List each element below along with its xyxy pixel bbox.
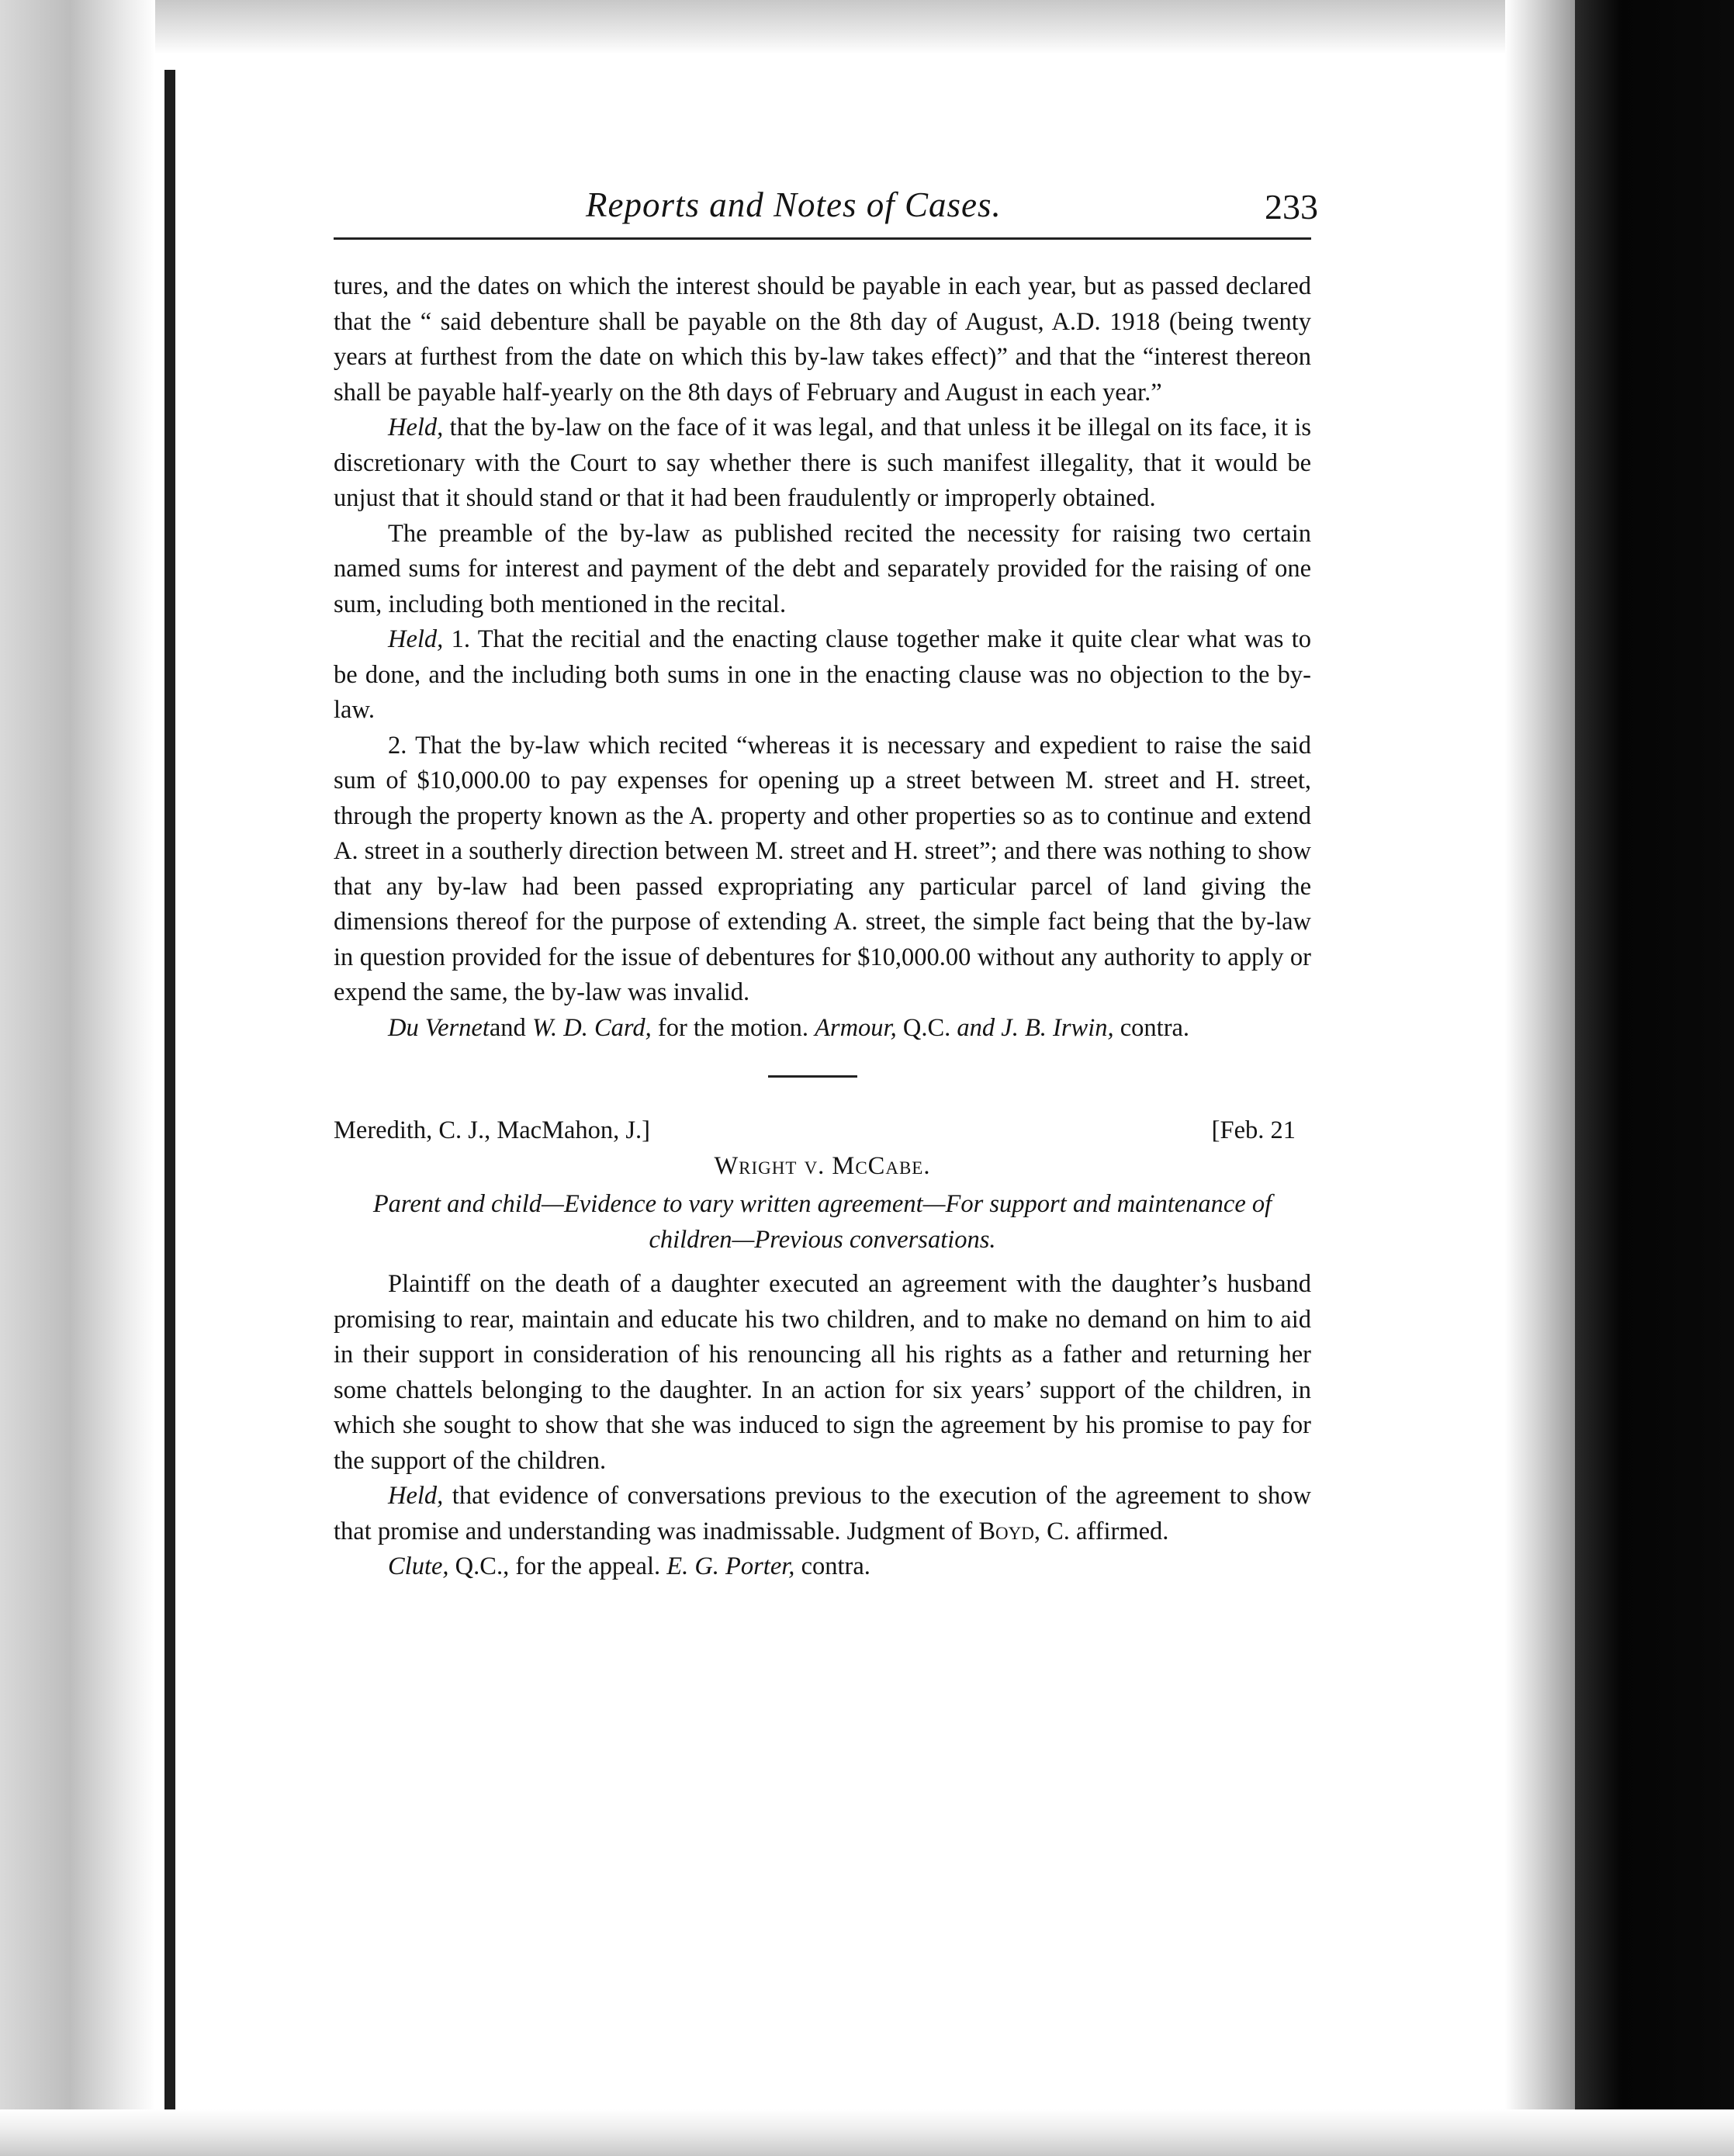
paragraph-held-2 <box>334 622 1311 728</box>
catchwords: Parent and child—Evidence to vary written agreement—For support and maintenance of children—Previous conversations. <box>372 1190 1272 1254</box>
running-head <box>334 178 1318 233</box>
paragraph-continuation: tures, and the dates on which the interest should be payable in each year, but as passed declared that the “ said debenture shall be payable on the 8th day of August, A.D. 1918 (being twenty years at furthest from the date on which this by-law takes effect)” and that the “interest thereon shall be payable half-yearly on the 8th days of February and August in each year.” <box>334 272 1311 407</box>
held-text: that evidence of conversations previous to the execution of the agreement to show that promise and understanding was inadmissable. Judgment of <box>334 1482 1311 1545</box>
held-text: 1. That the recitial and the enacting clause together make it quite clear what was to be done, and the including both sums in one in the enacting clause was no objection to the by-law. <box>334 625 1311 724</box>
held-text-end: , C. affirmed. <box>1033 1517 1169 1545</box>
counsel-text: contra. <box>1113 1013 1190 1042</box>
case-two <box>334 1113 1311 1585</box>
counsel-text: and <box>489 1013 532 1042</box>
counsel-line <box>334 1011 1311 1047</box>
counsel-name: Armour, <box>815 1013 897 1042</box>
counsel-name: and J. B. Irwin, <box>957 1013 1114 1042</box>
scan-right-gradient <box>1505 0 1575 2156</box>
paragraph-held <box>334 1479 1311 1549</box>
judge-name: Boyd <box>978 1517 1034 1545</box>
counsel-name: E. G. Porter, <box>666 1552 795 1580</box>
court-line <box>334 1113 1311 1149</box>
counsel-text: for the motion. <box>651 1013 815 1042</box>
case-title: Wright v. McCabe. <box>714 1151 931 1180</box>
held-label: Held, <box>388 625 444 653</box>
counsel-name: Clute, <box>388 1552 449 1580</box>
counsel-text: contra. <box>794 1552 870 1580</box>
paragraph-point-2: 2. That the by-law which recited “whereas it is necessary and expedient to raise the said sum of $10,000.00 to pay expenses for opening up a street between M. street and H. street, through the property known as the A. property and other properties so as to continue and extend A. street in a southerly direction between M. street and H. street”; and there was nothing to show that any by-law had been passed expropriating any particular parcel of land giving the dimensions thereof for the purpose of extending A. street, the simple fact being that the by-law in question provided for the issue of debentures for $10,000.00 without any authority to apply or expend the same, the by-law was invalid. <box>334 731 1311 1006</box>
scan-binding-line <box>164 70 175 2118</box>
header-rule <box>334 237 1311 240</box>
case-separator-rule <box>768 1075 857 1078</box>
scan-binding-shadow <box>0 0 155 2156</box>
held-text: that the by-law on the face of it was legal, and that unless it be illegal on its face, it is discretionary with the Court to say whether there is such manifest illegality, that it would be unjust that it should stand or that it had been fraudulently or improperly obtained. <box>334 414 1311 512</box>
held-label: Held, <box>388 414 444 441</box>
paragraph-preamble: The preamble of the by-law as published recited the necessity for raising two certain named sums for interest and payment of the debt and separately provided for the raising of one sum, including both mentioned in the recital. <box>334 519 1311 618</box>
judges: Meredith, C. J., MacMahon, J.] <box>334 1116 650 1144</box>
counsel-line <box>334 1549 1311 1585</box>
page-number: 233 <box>1265 187 1318 227</box>
counsel-text: Q.C. <box>896 1013 957 1042</box>
scan-bottom-edge <box>0 2109 1734 2156</box>
scan-top-edge <box>0 0 1734 54</box>
paragraph-facts: Plaintiff on the death of a daughter executed an agreement with the daughter’s husband promising to rear, maintain and educate his two children, and to make no demand on him to aid in their support in consideration of his renouncing all his rights as a father and returning her some chattels belonging to the daughter. In an action for six years’ support of the children, in which she sought to show that she was induced to sign the agreement by his promise to pay for the support of the children. <box>334 1270 1311 1475</box>
case-one <box>334 269 1311 1046</box>
counsel-name: W. D. Card, <box>531 1013 652 1042</box>
running-title: Reports and Notes of Cases. <box>586 185 1002 224</box>
paragraph-held-1 <box>334 410 1311 517</box>
decision-date: [Feb. 21 <box>1211 1116 1296 1144</box>
counsel-text: Q.C., for the appeal. <box>448 1552 667 1580</box>
held-label: Held, <box>388 1482 444 1510</box>
scan-right-edge <box>1575 0 1734 2156</box>
counsel-name: Du Vernet <box>388 1013 490 1042</box>
book-page <box>334 178 1318 1585</box>
